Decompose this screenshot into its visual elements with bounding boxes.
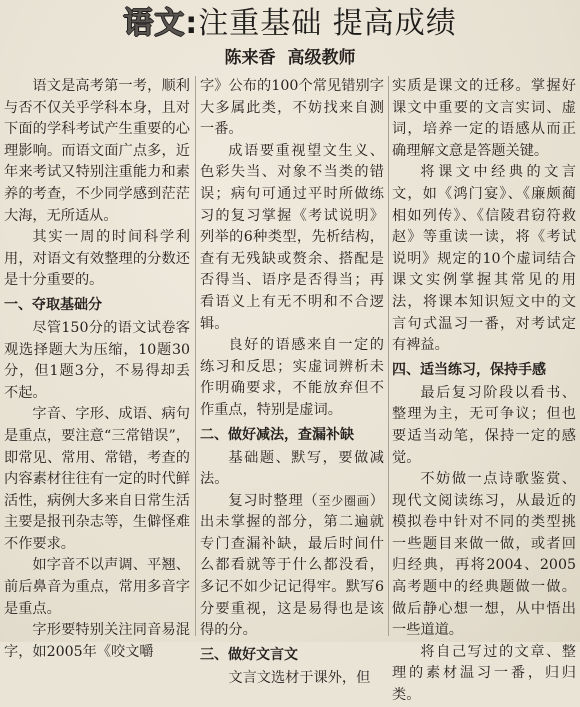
- paragraph: 字形要特别关注同音易混字，如2005年《咬文嚼: [4, 622, 190, 660]
- article-column-2: [200, 76, 384, 686]
- paragraph-text: ）出未掌握的部分，第二遍就专门查漏补缺，最后时间什么都看就等于什么都没看，多记不如少记记得牢。默写6分要重视，这是易得也是该得的分。: [200, 492, 384, 639]
- paragraph: 实质是课文的迁移。掌握好课文中重要的文言实词、虚词，培养一定的语感从而正确理解文意是答题关键。: [392, 78, 576, 159]
- headline-colon: :: [185, 6, 199, 41]
- column-divider: [195, 76, 196, 636]
- paragraph: 其实一周的时间科学利用，对语文有效整理的分数还是十分重要的。: [4, 229, 190, 289]
- paragraph: 语文是高考第一考，顺利与否不仅关乎学科本身，且对下面的学科考试产生重要的心理影响。而语文面广点多，近年来考试又特别注重能力和素养的考查，不少同学感到茫茫大海，无所适从。: [4, 78, 190, 224]
- section-heading: 四、适当练习，保持手感: [392, 361, 546, 378]
- section-heading: 一、夺取基础分: [4, 296, 102, 313]
- inline-note: 至少圈画: [318, 493, 370, 508]
- article-column-3: [392, 76, 576, 704]
- paragraph-text: 复习时整理（: [228, 492, 319, 509]
- paragraph: 最后复习阶段以看书、整理为主，无可争议；但也要适当动笔，保持一定的感觉。: [392, 384, 576, 466]
- article-headline: [0, 4, 580, 44]
- article-column-1: [4, 76, 190, 660]
- column-divider: [388, 76, 389, 636]
- headline-text: 注重基础 提高成绩: [198, 6, 457, 41]
- paragraph: 字》公布的100个常见错别字大多属此类，不妨找来自测一番。: [200, 78, 384, 138]
- paragraph: [200, 491, 384, 642]
- paragraph: 将课文中经典的文言文，如《鸿门宴》、《廉颇蔺相如列传》、《信陵君窃符救赵》等重读一读，将《考试说明》规定的10个虚词结合课文实例掌握其常见的用法，将课本知识短文中的文言句式温习一番，对考试定有裨益。: [392, 164, 576, 354]
- section-heading: 三、做好文言文: [200, 646, 298, 663]
- paragraph: 基础题、默写，要做减法。: [200, 449, 384, 488]
- section-heading: 二、做好减法，查漏补缺: [200, 426, 354, 443]
- author-byline: 陈来香 高级教师: [224, 48, 356, 68]
- paragraph: 尽管150分的语文试卷客观选择题大为压缩，10题30分，但1题3分，不易得却丢不起。: [4, 319, 190, 401]
- paragraph: 将自己写过的文章、整理的素材温习一番，归归类。: [392, 643, 576, 704]
- paragraph: 字音、字形、成语、病句是重点，要注意“三常错误”，即常见、常用、常错，考查的内容素材往往有一定的时代鲜活性，病例大多来自日常生活主要是报刊杂志等，生僻怪难不作要求。: [4, 406, 190, 552]
- paragraph: 良好的语感来自一定的练习和反思；实虚词辨析未作明确要求，不能放弃但不作重点，特别是虚词。: [200, 337, 384, 418]
- paragraph: 不妨做一点诗歌鉴赏、现代文阅读练习，从最近的模拟卷中针对不同的类型挑一些题目来做一做，或者回归经典，再将2004、2005高考题中的经典题做一做。做后静心想一想，从中悟出一些道道。: [392, 471, 576, 639]
- paragraph: 文言文选材于课外，但: [228, 669, 371, 686]
- paragraph: 成语要重视望文生义、色彩失当、对象不当类的错误；病句可通过平时所做练习的复习掌握《考试说明》列举的6种类型，先析结构，查有无残缺或赘余、搭配是否得当、语序是否得当；再看语义上有无不明和不合逻辑。: [200, 142, 384, 332]
- headline-keyword: 语文: [123, 6, 186, 41]
- paragraph: 如字音不以声调、平翘、前后鼻音为重点，常用多音字是重点。: [4, 557, 190, 617]
